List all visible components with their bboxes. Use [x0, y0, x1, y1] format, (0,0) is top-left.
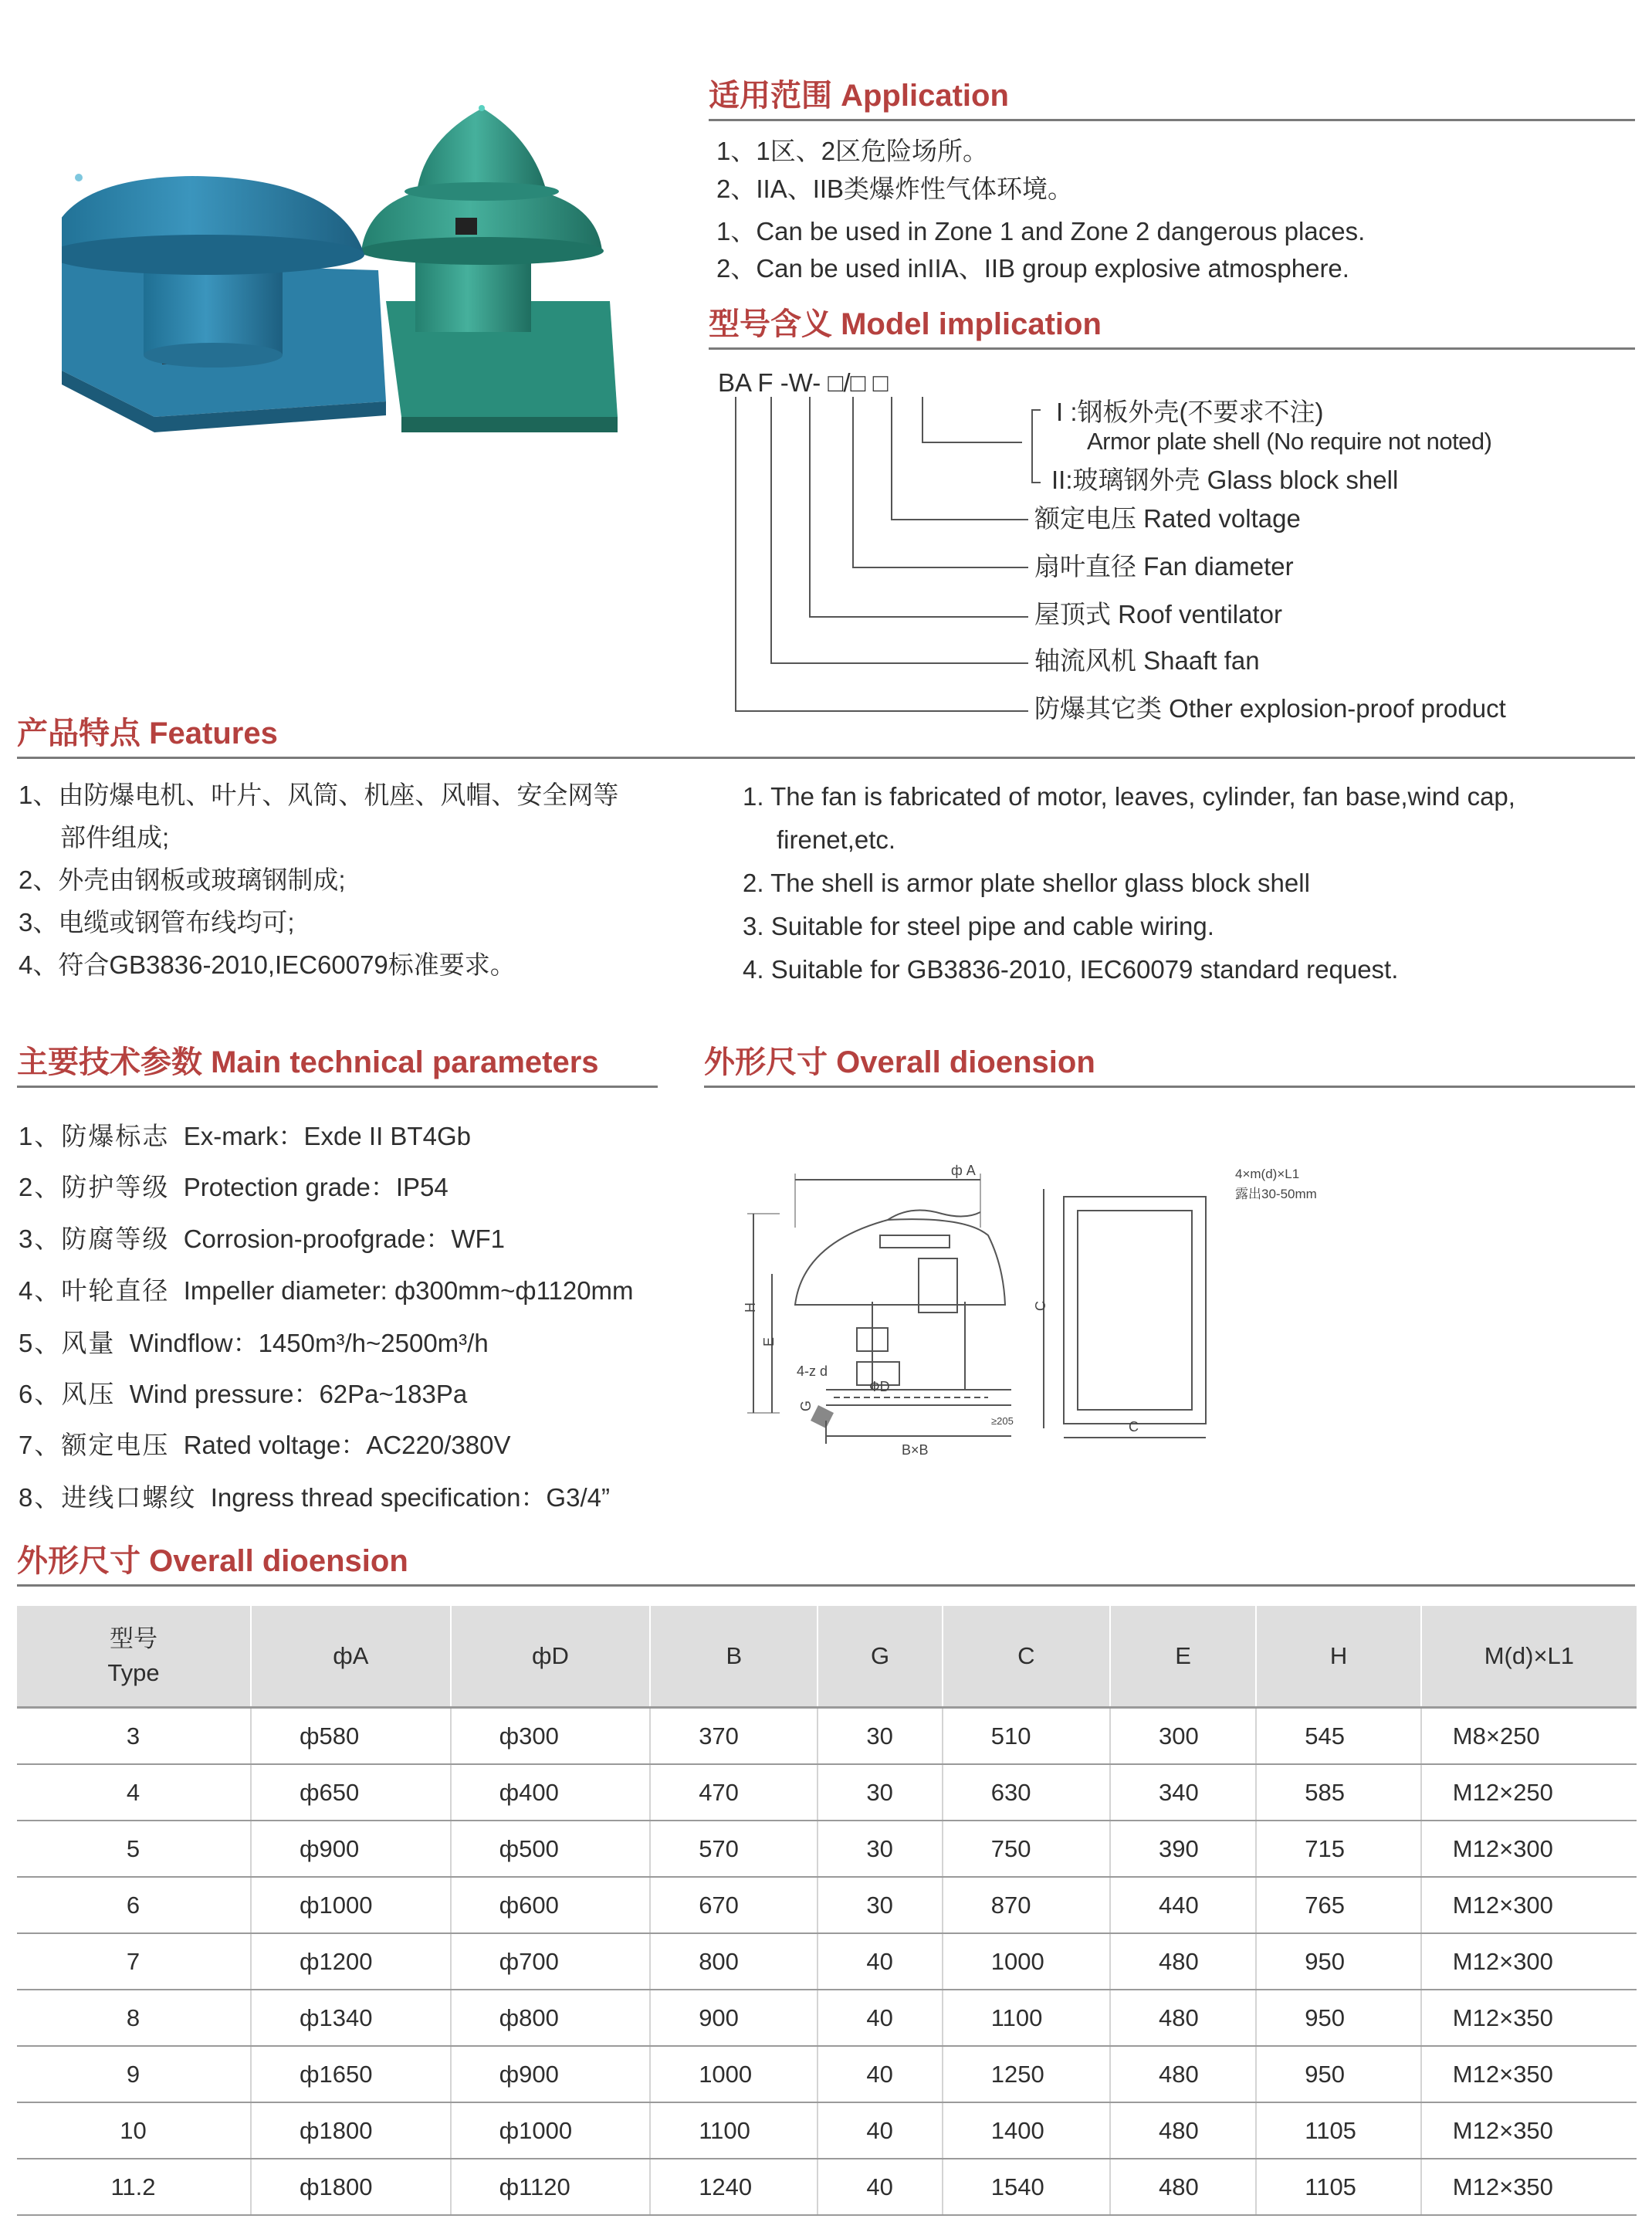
- cell-M: M12×250: [1421, 1764, 1637, 1821]
- cell-phiD: ф400: [451, 1764, 651, 1821]
- cell-C: 1540: [943, 2159, 1110, 2215]
- cell-G: 30: [818, 1708, 942, 1765]
- param-value: Windflow：1450m³/h~2500m³/h: [129, 1329, 489, 1357]
- feature-en-1: 1. The fan is fabricated of motor, leaves, cylinder, fan base,wind cap,: [743, 782, 1515, 811]
- cell-phiA: ф580: [251, 1708, 451, 1765]
- param-protection: [19, 1172, 449, 1203]
- model-connector: [922, 442, 1022, 443]
- cell-M: M12×350: [1421, 2046, 1637, 2102]
- cell-type: 6: [17, 1877, 251, 1933]
- table-row: [17, 2102, 1637, 2159]
- drawing-title: 外形尺寸 Overall dioension: [704, 1045, 1095, 1079]
- table-row: [17, 1877, 1637, 1933]
- model-code: BA F -W- □/□ □: [718, 368, 889, 397]
- application-line-2: 2、IIA、IIB类爆炸性气体环境。: [716, 174, 1074, 203]
- table-title: 外形尺寸 Overall dioension: [17, 1544, 408, 1578]
- cell-M: M8×250: [1421, 1708, 1637, 1765]
- cell-type: 9: [17, 2046, 251, 2102]
- application-line-3: 1、Can be used in Zone 1 and Zone 2 dangerous places.: [716, 217, 1366, 246]
- cell-phiA: ф1000: [251, 1877, 451, 1933]
- param-ex-mark: [19, 1121, 471, 1152]
- cell-B: 1100: [650, 2102, 818, 2159]
- param-impeller: [19, 1275, 634, 1306]
- cell-C: 630: [943, 1764, 1110, 1821]
- table-header-row: [17, 1606, 1637, 1708]
- table-body: [17, 1708, 1637, 2216]
- cell-E: 480: [1110, 1933, 1256, 1990]
- dimension-drawing: [733, 1158, 1613, 1544]
- features-title: 产品特点 Features: [17, 716, 278, 750]
- cell-phiA: ф1800: [251, 2102, 451, 2159]
- header-phiA: фA: [251, 1606, 451, 1708]
- drawing-rule: [704, 1086, 1635, 1088]
- cell-phiA: ф1800: [251, 2159, 451, 2215]
- param-label: 8、进线口螺纹: [19, 1483, 197, 1512]
- model-connector: [809, 616, 1028, 618]
- feature-en-3: 3. Suitable for steel pipe and cable wiring.: [743, 912, 1214, 940]
- model-item-rated-voltage: 额定电压 Rated voltage: [1034, 504, 1301, 533]
- header-C: C: [943, 1606, 1110, 1708]
- label-G: G: [798, 1400, 814, 1411]
- param-label: 6、风压: [19, 1380, 116, 1408]
- header-G: G: [818, 1606, 942, 1708]
- param-value: Ingress thread specification：G3/4”: [210, 1483, 610, 1512]
- param-value: Ex-mark：Exde II BT4Gb: [183, 1122, 471, 1150]
- cell-C: 1250: [943, 2046, 1110, 2102]
- cell-B: 1240: [650, 2159, 818, 2215]
- cell-M: M12×300: [1421, 1877, 1637, 1933]
- model-title: 型号含义 Model implication: [709, 307, 1102, 341]
- table-row: [17, 1708, 1637, 1765]
- cell-C: 750: [943, 1821, 1110, 1877]
- feature-cn-2: 2、外壳由钢板或玻璃钢制成;: [19, 865, 346, 894]
- param-label: 7、额定电压: [19, 1431, 170, 1459]
- cell-type: 7: [17, 1933, 251, 1990]
- cell-G: 30: [818, 1821, 942, 1877]
- model-rule: [709, 347, 1635, 350]
- feature-cn-3: 3、电缆或钢管布线均可;: [19, 908, 295, 937]
- cell-E: 440: [1110, 1877, 1256, 1933]
- model-connector: [891, 397, 892, 520]
- table-row: [17, 1764, 1637, 1821]
- cell-M: M12×300: [1421, 1933, 1637, 1990]
- param-label: 4、叶轮直径: [19, 1276, 170, 1305]
- param-windflow: [19, 1328, 489, 1359]
- cell-H: 950: [1256, 2046, 1421, 2102]
- header-type: [17, 1606, 251, 1708]
- model-connector: [922, 397, 923, 443]
- param-value: Impeller diameter: ф300mm~ф1120mm: [183, 1276, 634, 1305]
- param-value: Wind pressure：62Pa~183Pa: [129, 1380, 468, 1408]
- param-value: Rated voltage：AC220/380V: [183, 1431, 511, 1459]
- header-phiD: фD: [451, 1606, 651, 1708]
- header-H: H: [1256, 1606, 1421, 1708]
- cell-phiD: ф500: [451, 1821, 651, 1877]
- cell-type: 10: [17, 2102, 251, 2159]
- application-title: 适用范围 Application: [709, 79, 1009, 113]
- fan-cap-outline: [795, 1219, 1005, 1305]
- cell-B: 1000: [650, 2046, 818, 2102]
- label-H: H: [743, 1302, 758, 1313]
- cell-H: 1105: [1256, 2159, 1421, 2215]
- cell-phiD: ф1000: [451, 2102, 651, 2159]
- cell-B: 900: [650, 1990, 818, 2046]
- param-label: 3、防腐等级: [19, 1225, 170, 1253]
- base-plate-outer: [1064, 1197, 1206, 1424]
- application-line-4: 2、Can be used inIIA、IIB group explosive atmosphere.: [716, 254, 1349, 283]
- model-connector: [852, 567, 1028, 568]
- cell-G: 30: [818, 1877, 942, 1933]
- cell-H: 950: [1256, 1990, 1421, 2046]
- cell-H: 765: [1256, 1877, 1421, 1933]
- param-corrosion: [19, 1224, 505, 1255]
- params-title: 主要技术参数 Main technical parameters: [17, 1045, 599, 1079]
- features-rule: [17, 757, 1635, 759]
- param-label: 5、风量: [19, 1329, 116, 1357]
- table-row: [17, 1821, 1637, 1877]
- header-M: M(d)×L1: [1421, 1606, 1637, 1708]
- cell-B: 800: [650, 1933, 818, 1990]
- label-C-bottom: C: [1129, 1419, 1139, 1435]
- label-bolt1: 4×m(d)×L1: [1235, 1167, 1300, 1181]
- cell-C: 1400: [943, 2102, 1110, 2159]
- cell-B: 470: [650, 1764, 818, 1821]
- param-thread: [19, 1482, 610, 1513]
- model-item-fan-diameter: 扇叶直径 Fan diameter: [1034, 552, 1294, 581]
- cell-H: 715: [1256, 1821, 1421, 1877]
- label-bolt2: 露出30-50mm: [1235, 1187, 1317, 1201]
- model-bracket: [1031, 409, 1041, 411]
- label-phiD: ФD: [869, 1379, 890, 1394]
- cell-type: 5: [17, 1821, 251, 1877]
- model-shell-i-cn: I :钢板外壳(不要求不注): [1056, 398, 1324, 426]
- model-connector: [852, 397, 854, 568]
- model-shell-ii: II:玻璃钢外壳 Glass block shell: [1051, 466, 1399, 494]
- cell-E: 480: [1110, 1990, 1256, 2046]
- cell-G: 40: [818, 2102, 942, 2159]
- green-fan-image: [360, 105, 618, 432]
- feature-en-4: 4. Suitable for GB3836-2010, IEC60079 standard request.: [743, 955, 1399, 984]
- dimension-table: [17, 1606, 1637, 2216]
- feature-cn-1-cont: 部件组成;: [60, 823, 170, 852]
- param-pressure: [19, 1379, 467, 1410]
- feature-en-1-cont: firenet,etc.: [777, 825, 896, 854]
- cell-type: 4: [17, 1764, 251, 1821]
- cell-M: M12×300: [1421, 1821, 1637, 1877]
- table-row: [17, 1933, 1637, 1990]
- label-4zd: 4-z d: [797, 1363, 828, 1379]
- param-value: Protection grade：IP54: [183, 1173, 449, 1201]
- param-voltage: [19, 1430, 510, 1461]
- cell-E: 340: [1110, 1764, 1256, 1821]
- cell-H: 1105: [1256, 2102, 1421, 2159]
- params-rule: [17, 1086, 658, 1088]
- cell-M: M12×350: [1421, 1990, 1637, 2046]
- table-row: [17, 2159, 1637, 2215]
- cell-B: 570: [650, 1821, 818, 1877]
- feature-en-2: 2. The shell is armor plate shellor glass block shell: [743, 869, 1310, 897]
- model-item-shaft-fan: 轴流风机 Shaaft fan: [1034, 646, 1260, 675]
- model-connector: [770, 397, 772, 664]
- cell-phiA: ф900: [251, 1821, 451, 1877]
- feature-cn-1: 1、由防爆电机、叶片、风筒、机座、风帽、安全网等: [19, 781, 619, 809]
- cell-E: 480: [1110, 2046, 1256, 2102]
- model-connector: [735, 397, 736, 712]
- table-row: [17, 1990, 1637, 2046]
- cell-H: 950: [1256, 1933, 1421, 1990]
- cell-G: 40: [818, 2046, 942, 2102]
- model-connector: [770, 662, 1028, 664]
- cell-phiD: ф900: [451, 2046, 651, 2102]
- table-rule: [17, 1584, 1635, 1587]
- cell-phiD: ф600: [451, 1877, 651, 1933]
- cell-E: 480: [1110, 2102, 1256, 2159]
- cell-phiD: ф1120: [451, 2159, 651, 2215]
- cell-phiA: ф1650: [251, 2046, 451, 2102]
- param-label: 1、防爆标志: [19, 1122, 170, 1150]
- application-rule: [709, 119, 1635, 121]
- feature-cn-4: 4、符合GB3836-2010,IEC60079标准要求。: [19, 950, 516, 979]
- cell-phiD: ф700: [451, 1933, 651, 1990]
- header-type-en: Type: [107, 1659, 160, 1686]
- model-item-other: 防爆其它类 Other explosion-proof product: [1034, 694, 1506, 723]
- cell-G: 40: [818, 1990, 942, 2046]
- label-small: ≥205: [991, 1415, 1014, 1427]
- model-connector: [735, 710, 1028, 712]
- label-C-side: C: [1033, 1301, 1048, 1311]
- cell-G: 40: [818, 2159, 942, 2215]
- cell-E: 480: [1110, 2159, 1256, 2215]
- cell-C: 510: [943, 1708, 1110, 1765]
- cell-G: 30: [818, 1764, 942, 1821]
- header-type-cn: 型号: [110, 1625, 157, 1652]
- model-connector: [809, 397, 811, 618]
- cell-phiA: ф1340: [251, 1990, 451, 2046]
- cell-phiD: ф300: [451, 1708, 651, 1765]
- cell-E: 390: [1110, 1821, 1256, 1877]
- cell-H: 585: [1256, 1764, 1421, 1821]
- cell-phiA: ф650: [251, 1764, 451, 1821]
- cell-phiA: ф1200: [251, 1933, 451, 1990]
- model-shell-i-en: Armor plate shell (No require not noted): [1087, 428, 1492, 455]
- cell-B: 370: [650, 1708, 818, 1765]
- label-E: E: [761, 1336, 777, 1346]
- model-bracket: [1031, 482, 1041, 483]
- cell-type: 3: [17, 1708, 251, 1765]
- cell-M: M12×350: [1421, 2159, 1637, 2215]
- cell-H: 545: [1256, 1708, 1421, 1765]
- cell-E: 300: [1110, 1708, 1256, 1765]
- application-line-1: 1、1区、2区危险场所。: [716, 137, 989, 165]
- product-photo: [62, 93, 648, 618]
- cell-C: 870: [943, 1877, 1110, 1933]
- cell-type: 8: [17, 1990, 251, 2046]
- cell-C: 1000: [943, 1933, 1110, 1990]
- cell-B: 670: [650, 1877, 818, 1933]
- cell-C: 1100: [943, 1990, 1110, 2046]
- cell-M: M12×350: [1421, 2102, 1637, 2159]
- label-phiA: ф A: [951, 1163, 976, 1178]
- label-BxB: B×B: [902, 1442, 929, 1458]
- model-item-roof-ventilator: 屋顶式 Roof ventilator: [1034, 600, 1282, 628]
- model-connector: [891, 519, 1028, 520]
- model-bracket: [1031, 409, 1033, 483]
- cell-type: 11.2: [17, 2159, 251, 2215]
- header-B: B: [650, 1606, 818, 1708]
- blue-fan-image: [62, 174, 386, 432]
- param-value: Corrosion-proofgrade：WF1: [183, 1225, 506, 1253]
- header-E: E: [1110, 1606, 1256, 1708]
- cell-phiD: ф800: [451, 1990, 651, 2046]
- param-label: 2、防护等级: [19, 1173, 170, 1201]
- table-row: [17, 2046, 1637, 2102]
- cell-G: 40: [818, 1933, 942, 1990]
